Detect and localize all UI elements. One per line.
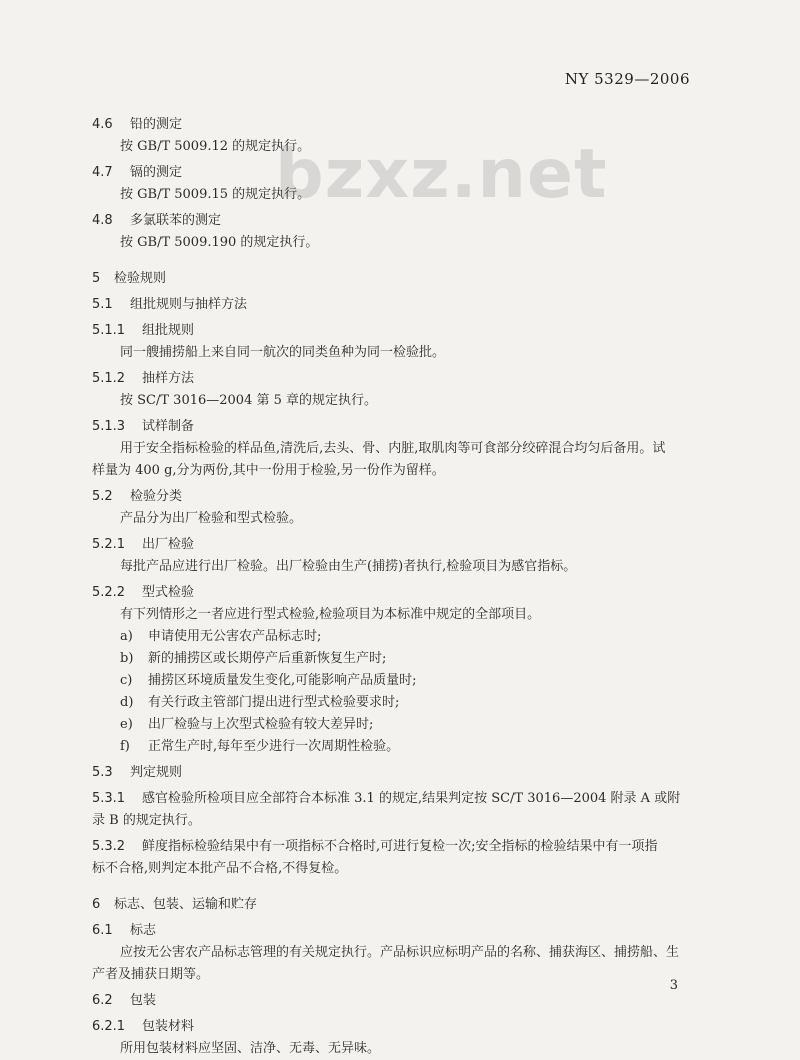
list-item	[92, 692, 704, 714]
section-number: 4.7	[92, 165, 113, 180]
section-number: 5.1.3	[92, 419, 126, 434]
paragraph-continuation: 标不合格,则判定本批产品不合格,不得复检。	[92, 861, 348, 876]
watermark: bzxz.net	[275, 135, 608, 214]
list-label: f)	[120, 739, 130, 754]
section-title: 包装	[130, 993, 157, 1008]
paragraph: 同一艘捕捞船上来自同一航次的同类鱼种为同一检验批。	[120, 345, 446, 360]
list-item	[92, 714, 704, 736]
section-title: 多氯联苯的测定	[130, 213, 222, 228]
list-item	[92, 736, 704, 758]
section-title: 包装材料	[142, 1019, 195, 1034]
list-text: 捕捞区环境质量发生变化,可能影响产品质量时;	[148, 673, 417, 688]
standard-number: NY 5329—2006	[564, 70, 690, 88]
section-number: 5.1.2	[92, 371, 126, 386]
list-text: 有关行政主管部门提出进行型式检验要求时;	[148, 695, 400, 710]
section-heading	[92, 582, 704, 604]
section-heading	[92, 294, 704, 316]
section-heading	[92, 762, 704, 784]
section-title: 检验分类	[130, 489, 183, 504]
paragraph: 每批产品应进行出厂检验。出厂检验由生产(捕捞)者执行,检验项目为感官指标。	[120, 559, 577, 574]
paragraph: 按 GB/T 5009.12 的规定执行。	[120, 139, 311, 154]
section-title: 判定规则	[130, 765, 183, 780]
section-heading	[92, 210, 704, 232]
list-item	[92, 670, 704, 692]
paragraph: 有下列情形之一者应进行型式检验,检验项目为本标准中规定的全部项目。	[120, 607, 541, 622]
section-number: 6	[92, 897, 101, 912]
section-heading	[92, 268, 704, 290]
section-number: 5.3.2	[92, 839, 126, 854]
paragraph: 产品分为出厂检验和型式检验。	[120, 511, 303, 526]
section-title: 试样制备	[142, 419, 195, 434]
section-title: 镉的测定	[130, 165, 183, 180]
section-title: 检验规则	[114, 271, 167, 286]
section-heading	[92, 162, 704, 184]
section-title: 感官检验所检项目应全部符合本标准 3.1 的规定,结果判定按 SC/T 3016—2004 附录 A 或附	[142, 791, 681, 806]
section-number: 6.2	[92, 993, 113, 1008]
section-heading	[92, 368, 704, 390]
section-number: 5	[92, 271, 101, 286]
list-text: 申请使用无公害农产品标志时;	[148, 629, 322, 644]
paragraph-continuation: 样量为 400 g,分为两份,其中一份用于检验,另一份作为留样。	[92, 463, 445, 478]
section-heading	[92, 534, 704, 556]
clause-with-text	[92, 788, 704, 810]
section-heading	[92, 320, 704, 342]
paragraph: 按 SC/T 3016—2004 第 5 章的规定执行。	[120, 393, 378, 408]
list-label: b)	[120, 651, 134, 666]
paragraph-continuation: 录 B 的规定执行。	[92, 813, 201, 828]
section-heading	[92, 486, 704, 508]
section-number: 4.6	[92, 117, 113, 132]
section-heading	[92, 920, 704, 942]
section-number: 5.1.1	[92, 323, 126, 338]
section-number: 5.2.2	[92, 585, 126, 600]
list-label: a)	[120, 629, 133, 644]
paragraph: 用于安全指标检验的样品鱼,清洗后,去头、骨、内脏,取肌肉等可食部分绞碎混合均匀后备用。试	[120, 441, 666, 456]
section-title: 抽样方法	[142, 371, 195, 386]
paragraph: 所用包装材料应坚固、洁净、无毒、无异味。	[120, 1041, 381, 1056]
section-heading	[92, 114, 704, 136]
list-item	[92, 648, 704, 670]
clause-with-text	[92, 836, 704, 858]
section-title: 鲜度指标检验结果中有一项指标不合格时,可进行复检一次;安全指标的检验结果中有一项指	[142, 839, 658, 854]
section-heading	[92, 894, 704, 916]
section-number: 5.3.1	[92, 791, 126, 806]
paragraph: 按 GB/T 5009.190 的规定执行。	[120, 235, 319, 250]
section-title: 型式检验	[142, 585, 195, 600]
section-title: 标志	[130, 923, 157, 938]
section-number: 4.8	[92, 213, 113, 228]
section-number: 6.2.1	[92, 1019, 126, 1034]
section-number: 5.3	[92, 765, 113, 780]
list-text: 正常生产时,每年至少进行一次周期性检验。	[148, 739, 400, 754]
list-label: d)	[120, 695, 134, 710]
page-number: 3	[669, 978, 678, 993]
section-heading	[92, 416, 704, 438]
section-title: 铅的测定	[130, 117, 183, 132]
list-item	[92, 626, 704, 648]
paragraph: 按 GB/T 5009.15 的规定执行。	[120, 187, 311, 202]
list-label: c)	[120, 673, 133, 688]
document-body	[92, 110, 704, 1060]
section-number: 5.2.1	[92, 537, 126, 552]
paragraph-continuation: 产者及捕获日期等。	[92, 967, 210, 982]
section-number: 5.2	[92, 489, 113, 504]
section-heading	[92, 990, 704, 1012]
list-text: 新的捕捞区或长期停产后重新恢复生产时;	[148, 651, 387, 666]
list-label: e)	[120, 717, 133, 732]
section-number: 6.1	[92, 923, 113, 938]
list-text: 出厂检验与上次型式检验有较大差异时;	[148, 717, 374, 732]
section-heading	[92, 1016, 704, 1038]
section-title: 出厂检验	[142, 537, 195, 552]
section-title: 组批规则与抽样方法	[130, 297, 248, 312]
paragraph: 应按无公害农产品标志管理的有关规定执行。产品标识应标明产品的名称、捕获海区、捕捞船、生	[120, 945, 680, 960]
section-title: 组批规则	[142, 323, 195, 338]
section-number: 5.1	[92, 297, 113, 312]
section-title: 标志、包装、运输和贮存	[114, 897, 258, 912]
